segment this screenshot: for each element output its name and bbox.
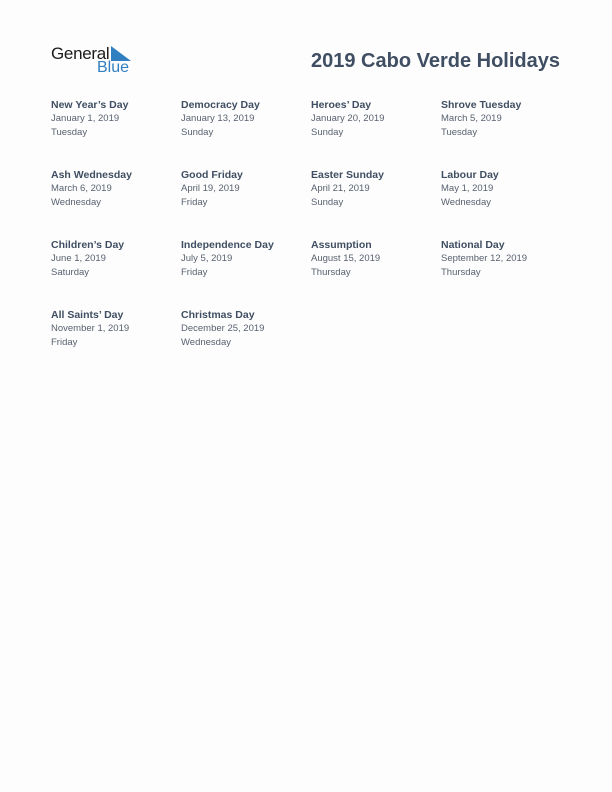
holiday-name: Good Friday — [181, 169, 243, 181]
holiday-date: September 12, 2019 — [441, 253, 528, 264]
holiday-date: April 19, 2019 — [181, 183, 240, 194]
generalblue-logo — [51, 44, 141, 78]
holiday-weekday: Tuesday — [441, 126, 478, 138]
holiday-weekday: Friday — [181, 196, 208, 208]
holiday-item — [181, 98, 311, 168]
holiday-item — [311, 98, 441, 168]
holiday-weekday: Thursday — [311, 266, 351, 278]
holiday-name: Easter Sunday — [311, 169, 384, 181]
logo-text-general: General — [51, 44, 110, 63]
holiday-date: January 20, 2019 — [311, 113, 385, 124]
holiday-item — [311, 238, 441, 308]
holiday-weekday: Wednesday — [181, 336, 231, 348]
holiday-date: January 1, 2019 — [51, 113, 120, 124]
holiday-item — [441, 168, 571, 238]
holiday-weekday: Wednesday — [441, 196, 491, 208]
holiday-weekday: Thursday — [441, 266, 481, 278]
holiday-item — [51, 308, 181, 378]
holiday-weekday: Tuesday — [51, 126, 88, 138]
holiday-name: All Saints’ Day — [51, 309, 124, 321]
holiday-name: Labour Day — [441, 169, 499, 181]
holiday-date: November 1, 2019 — [51, 323, 130, 334]
holiday-name: Shrove Tuesday — [441, 99, 522, 111]
holiday-item — [441, 98, 571, 168]
holiday-weekday: Saturday — [51, 266, 90, 278]
holiday-name: Children’s Day — [51, 239, 125, 251]
holiday-date: January 13, 2019 — [181, 113, 255, 124]
holiday-weekday: Friday — [51, 336, 78, 348]
holiday-name: Christmas Day — [181, 309, 255, 321]
holiday-item — [51, 168, 181, 238]
holiday-date: March 6, 2019 — [51, 183, 112, 194]
holiday-name: Heroes’ Day — [311, 99, 372, 111]
holiday-item — [51, 98, 181, 168]
holiday-weekday: Wednesday — [51, 196, 101, 208]
holiday-weekday: Friday — [181, 266, 208, 278]
holiday-weekday: Sunday — [311, 126, 344, 138]
page-title: 2019 Cabo Verde Holidays — [310, 50, 560, 72]
holiday-item — [311, 168, 441, 238]
holiday-name: Ash Wednesday — [51, 169, 132, 181]
holiday-name: Democracy Day — [181, 99, 260, 111]
holiday-item — [181, 238, 311, 308]
holiday-name: New Year’s Day — [51, 99, 129, 111]
holiday-item — [181, 168, 311, 238]
holiday-name: Assumption — [311, 239, 372, 251]
holiday-grid — [51, 98, 571, 378]
logo-text-blue: Blue — [97, 59, 130, 76]
holiday-date: August 15, 2019 — [311, 253, 381, 264]
holiday-date: July 5, 2019 — [181, 253, 233, 264]
holiday-date: March 5, 2019 — [441, 113, 502, 124]
holiday-weekday: Sunday — [181, 126, 214, 138]
holiday-date: May 1, 2019 — [441, 183, 494, 194]
holiday-date: December 25, 2019 — [181, 323, 265, 334]
holiday-item — [441, 238, 571, 308]
holiday-name: National Day — [441, 239, 505, 251]
holiday-name: Independence Day — [181, 239, 274, 251]
holiday-item — [181, 308, 311, 378]
holiday-date: June 1, 2019 — [51, 253, 106, 264]
holiday-date: April 21, 2019 — [311, 183, 370, 194]
holiday-item — [51, 238, 181, 308]
holiday-weekday: Sunday — [311, 196, 344, 208]
